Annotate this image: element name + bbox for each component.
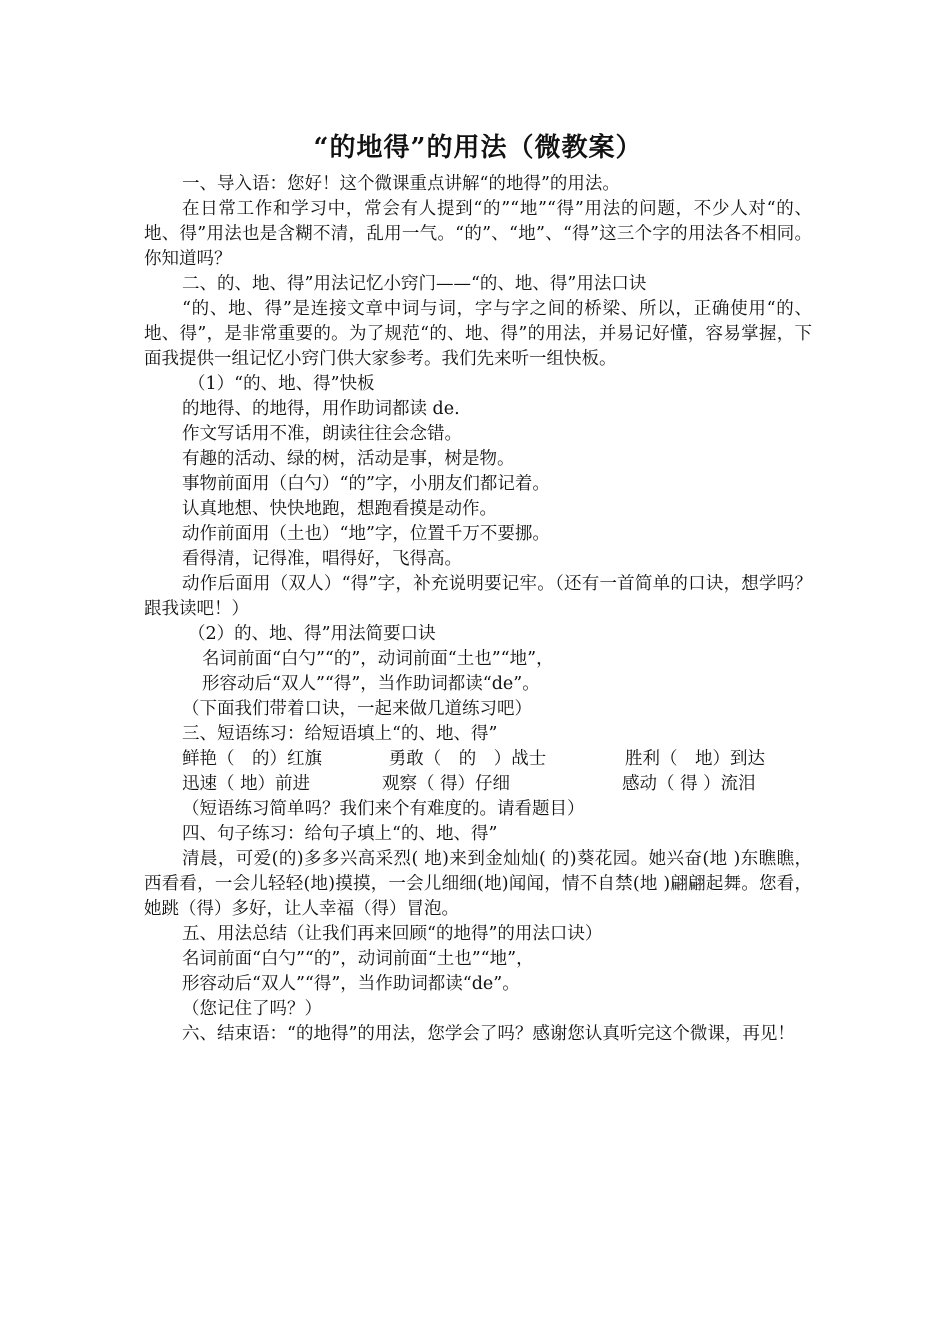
kuaiban-line: 动作前面用（土也）“地”字，位置千万不要挪。 (182, 524, 550, 544)
section3-heading: 三、短语练习：给短语填上“的、地、得” (182, 724, 498, 744)
phrase-item: 观察（ 得）仔细 (382, 774, 511, 794)
koujue-line-1: 名词前面“白勺”“的”，动词前面“土也”“地”， (202, 649, 554, 669)
phrase-item: 迅速（ 地）前进 (182, 774, 311, 794)
summary-line-1: 名词前面“白勺”“的”，动词前面“土也”“地”， (182, 949, 534, 969)
phrase-item: 鲜艳（ 的）红旗 (182, 749, 322, 769)
phrase-row-1 (144, 747, 812, 772)
closing-paragraph: 六、结束语：“的地得”的用法，您学会了吗？感谢您认真听完这个微课，再见！ (182, 1024, 795, 1044)
kuaiban-line: 的地得、的地得，用作助词都读 de. (182, 399, 460, 419)
phrases-note: （短语练习简单吗？我们来个有难度的。请看题目） (182, 799, 585, 819)
section4-heading: 四、句子练习：给句子填上“的、地、得” (182, 824, 498, 844)
summary-question: （您记住了吗？） (182, 999, 322, 1019)
kuaiban-heading: （1）“的、地、得”快板 (188, 374, 375, 394)
phrase-item: 勇敢（ 的 ）战士 (388, 749, 547, 769)
practice-intro: （下面我们带着口诀，一起来做几道练习吧） (182, 699, 532, 719)
kuaiban-line: 看得清，记得准，唱得好，飞得高。 (182, 549, 462, 569)
section2-heading: 二、的、地、得”用法记忆小窍门——“的、地、得”用法口诀 (182, 274, 647, 294)
intro-paragraph: 在日常工作和学习中，常会有人提到“的”“地”“得”用法的问题，不少人对“的、地、得”用法也是含糊不清，乱用一气。“的”、“地”、“得”这三个字的用法各不相同。你知道吗？ (144, 199, 812, 269)
phrase-row-2 (144, 772, 812, 797)
kuaiban-line: 有趣的活动、绿的树，活动是事，树是物。 (182, 449, 515, 469)
koujue-line-2: 形容动后“双人”“得”，当作助词都读“de”。 (202, 674, 540, 694)
kuaiban-last-line: 动作后面用（双人）“得”字，补充说明要记牢。（还有一首简单的口诀，想学吗？跟我读吧！） (144, 574, 812, 619)
phrase-item: 感动（ 得 ）流泪 (622, 774, 756, 794)
document-title: “的地得”的用法（微教案） (313, 133, 643, 163)
koujue-heading: （2）的、地、得”用法简要口诀 (188, 624, 436, 644)
section4-paragraph: 清晨，可爱(的)多多兴高采烈( 地)来到金灿灿( 的)葵花园。她兴奋(地 )东瞧瞧，西看看，一会儿轻轻(地)摸摸，一会儿细细(地)闻闻，情不自禁(地 )翩翩起舞。您看，她跳（得）多好，让人幸福（得）冒泡。 (144, 849, 812, 919)
kuaiban-line: 认真地想、快快地跑，想跑看摸是动作。 (182, 499, 497, 519)
document-page (144, 130, 812, 1047)
summary-line-2: 形容动后“双人”“得”，当作助词都读“de”。 (182, 974, 520, 994)
phrase-item: 胜利（ 地）到达 (624, 749, 765, 769)
kuaiban-line: 作文写话用不准，朗读往往会念错。 (182, 424, 462, 444)
kuaiban-line: 事物前面用（白勺）“的”字，小朋友们都记着。 (182, 474, 550, 494)
section2-paragraph: “的、地、得”是连接文章中词与词，字与字之间的桥梁、所以，正确使用“的、地、得”，是非常重要的。为了规范“的、地、得”的用法，并易记好懂，容易掌握，下面我提供一组记忆小窍门供大家参考。我们先来听一组快板。 (144, 299, 812, 369)
intro-heading: 一、导入语：您好！这个微课重点讲解“的地得”的用法。 (182, 174, 620, 194)
section5-heading: 五、用法总结（让我们再来回顾“的地得”的用法口诀） (182, 924, 603, 944)
